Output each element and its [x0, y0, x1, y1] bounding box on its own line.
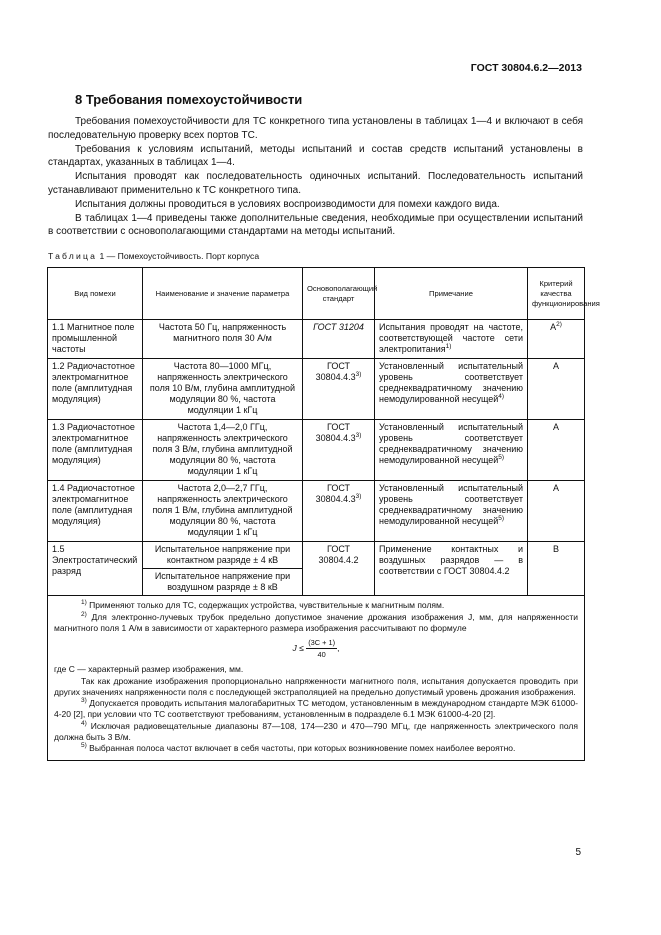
footnote-text: Выбранная полоса частот включает в себя частоты, при которых возникновение помех наиболее вероятно.: [89, 742, 516, 753]
formula-tail: ,: [337, 643, 340, 654]
cell-type: 1.1 Магнитное поле промышленной частоты: [48, 320, 143, 359]
table-caption: [48, 251, 259, 261]
footnote: [54, 600, 578, 611]
cell-param: Частота 50 Гц, напряженность магнитного поля 30 А/м: [143, 320, 303, 359]
table-caption-text: 1 — Помехоустойчивость. Порт корпуса: [99, 251, 260, 261]
footnote-mark: 5): [81, 742, 87, 750]
footnote-text: Применяют только для ТС, содержащих устройства, чувствительные к магнитным полям.: [89, 600, 445, 611]
table-row: [48, 480, 585, 541]
table-row: [48, 419, 585, 480]
footnote-ref: 5): [498, 515, 505, 523]
std-text: ГОСТ 30804.4.3: [315, 360, 356, 382]
footnote-ref: 5): [498, 454, 505, 462]
cell-type: 1.2 Радиочастотное электромагнитное поле (амплитудная модуляция): [48, 358, 143, 419]
cell-type: 1.3 Радиочастотное электромагнитное поле (амплитудная модуляция): [48, 419, 143, 480]
footnote: [54, 698, 578, 720]
formula-denominator: 40: [317, 650, 326, 660]
formula-numerator: (3C + 1): [306, 637, 337, 649]
cell-param: Частота 2,0—2,7 ГГц, напряженность электрического поля 1 В/м, глубина амплитудной модуляции 80 %, частота модуляции 1 кГц: [143, 480, 303, 541]
footnote-ref: 3): [355, 431, 362, 439]
cell-note: [375, 320, 528, 359]
cell-std: ГОСТ 30804.4.2: [303, 541, 375, 596]
std-text: ГОСТ 30804.4.3: [315, 421, 356, 443]
footnote-mark: 1): [81, 599, 87, 607]
table-header-row: [48, 268, 585, 320]
cell-crit: B: [528, 541, 585, 596]
page-number: 5: [575, 847, 581, 858]
cell-param: Испытательное напряжение при воздушном разряде ± 8 кВ: [143, 569, 303, 596]
std-text: ГОСТ 30804.4.3: [315, 482, 356, 504]
section-title: 8 Требования помехоустойчивости: [75, 92, 303, 107]
header-parameter: Наименование и значение параметра: [143, 268, 303, 320]
header-performance-criterion: Критерий качества функционирования: [528, 268, 585, 320]
cell-type: 1.4 Радиочастотное электромагнитное поле (амплитудная модуляция): [48, 480, 143, 541]
note-text: Установленный испытательный уровень соответствует среднеквадратичному значению немодулированной несущей: [379, 360, 523, 405]
paragraph: В таблицах 1—4 приведены также дополнительные сведения, необходимые при осуществлении испытаний в соответствии с основополагающими стандартами на методы испытаний.: [48, 212, 583, 238]
cell-note: Применение контактных и воздушных разрядов — в соответствии с ГОСТ 30804.4.2: [375, 541, 528, 596]
cell-note: [375, 480, 528, 541]
footnote-ref: 1): [445, 343, 452, 351]
footnotes-row: [48, 596, 585, 761]
header-basic-standard: Основополагающий стандарт: [303, 268, 375, 320]
cell-note: [375, 419, 528, 480]
cell-crit: A: [528, 419, 585, 480]
header-note: Примечание: [375, 268, 528, 320]
footnote-mark: 2): [81, 610, 87, 618]
cell-std: [303, 419, 375, 480]
cell-param: Частота 1,4—2,0 ГГц, напряженность электрического поля 3 В/м, глубина амплитудной модуляции 80 %, частота модуляции 1 кГц: [143, 419, 303, 480]
footnote-text: Исключая радиовещательные диапазоны 87—108, 174—230 и 470—790 МГц, где напряженность электрического поля должна быть 3 В/м.: [54, 720, 578, 742]
document-code: ГОСТ 30804.6.2—2013: [470, 62, 582, 74]
footnote: [54, 612, 578, 634]
footnote-ref: 3): [355, 492, 362, 500]
footnote-text: Так как дрожание изображения пропорционально напряженности магнитного поля, испытания допускается проводить при других значениях напряженности поля с последующей экстраполяцией на предельно допустимый уровень дрожания изображения.: [54, 675, 578, 697]
cell-std: ГОСТ 31204: [303, 320, 375, 359]
formula: [54, 637, 578, 660]
cell-param: Испытательное напряжение при контактном разряде ± 4 кВ: [143, 541, 303, 568]
note-text: Установленный испытательный уровень соответствует среднеквадратичному значению немодулированной несущей: [379, 421, 523, 466]
cell-crit: [528, 320, 585, 359]
formula-lhs: J ≤: [292, 643, 304, 654]
cell-std: [303, 480, 375, 541]
footnote-mark: 4): [81, 719, 87, 727]
paragraph: Требования к условиям испытаний, методы испытаний и состав средств испытаний установлены в стандартах, указанных в таблицах 1—4.: [48, 143, 583, 169]
footnote: [54, 721, 578, 743]
header-disturbance-type: Вид помехи: [48, 268, 143, 320]
cell-std: [303, 358, 375, 419]
footnote: [54, 743, 578, 754]
footnote-text: Допускается проводить испытания малогабаритных ТС методом, установленным в международном стандарте МЭК 61000-4-20 [2], при условии что ТС соответствуют требованиям, установленным в подразделе 6.1 МЭК 61000-4-20 [2].: [54, 698, 578, 720]
table-row: [48, 358, 585, 419]
table-row: [48, 541, 585, 568]
footnote-ref: 4): [498, 393, 505, 401]
footnote-where: где С — характерный размер изображения, мм.: [54, 664, 244, 675]
note-text: Установленный испытательный уровень соответствует среднеквадратичному значению немодулированной несущей: [379, 482, 523, 527]
cell-crit: A: [528, 480, 585, 541]
section-intro: [48, 115, 583, 239]
cell-param: Частота 80—1000 МГц, напряженность электрического поля 10 В/м, глубина амплитудной модуляции 80 %, частота модуляции 1 кГц: [143, 358, 303, 419]
immunity-table: [47, 267, 600, 761]
note-text: Испытания проводят на частоте, соответствующей частоте сети электропитания: [379, 322, 523, 355]
table-caption-label: Таблица: [48, 251, 98, 261]
formula-fraction: [306, 637, 340, 660]
footnote-mark: 3): [81, 697, 87, 705]
footnote-text: Для электронно-лучевых трубок предельно допустимое значение дрожания изображения J, мм, для напряженности магнитного поля 1 А/м в зависимости от характерного размера изображения рассчитывают по формуле: [54, 611, 578, 633]
cell-crit: A: [528, 358, 585, 419]
footnote-ref: 2): [556, 321, 562, 328]
table-footnotes: [48, 596, 585, 761]
paragraph: Требования помехоустойчивости для ТС конкретного типа установлены в таблицах 1—4 и включают в себя последовательную проверку всех портов ТС.: [48, 116, 583, 141]
table-row: [48, 320, 585, 359]
cell-note: [375, 358, 528, 419]
crit-text: A: [550, 322, 557, 332]
footnote-ref: 3): [355, 370, 362, 378]
paragraph: Испытания проводят как последовательность одиночных испытаний. Последовательность испытаний устанавливают применительно к ТС конкретного типа.: [48, 171, 583, 196]
cell-type: 1.5 Электростатический разряд: [48, 541, 143, 596]
paragraph: Испытания должны проводиться в условиях воспроизводимости для помехи каждого вида.: [75, 198, 500, 210]
